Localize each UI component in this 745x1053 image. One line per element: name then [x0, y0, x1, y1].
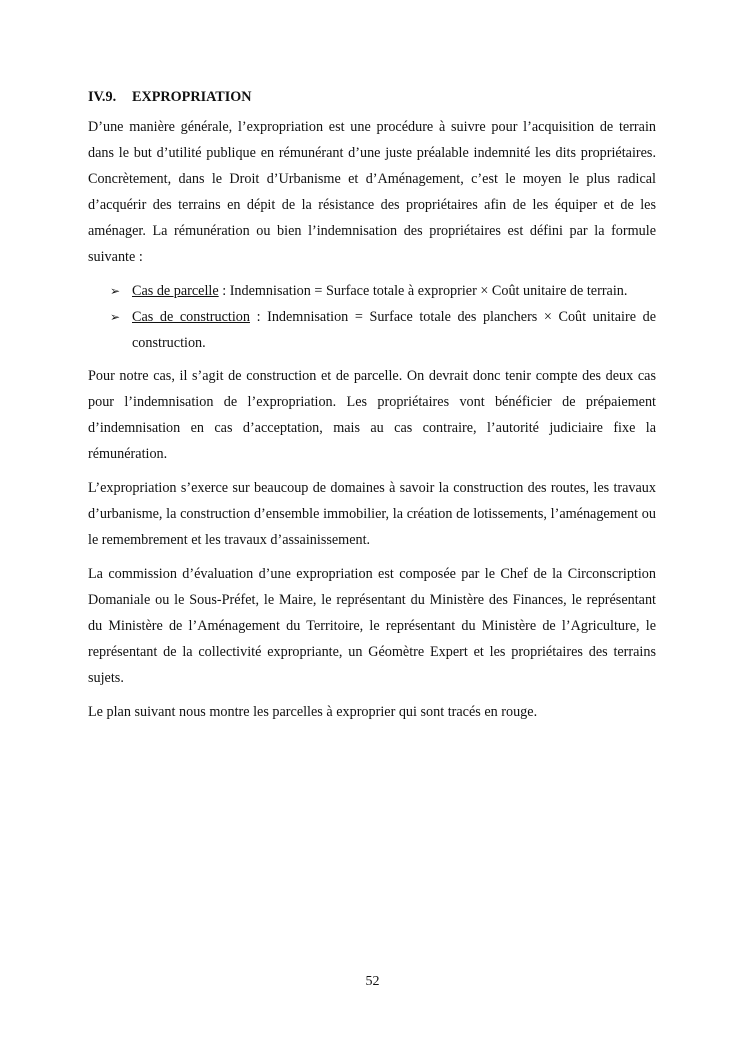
paragraph-commission: La commission d’évaluation d’une expropriation est composée par le Chef de la Circonscription Domaniale ou le Sous-Préfet, le Maire, le représentant du Ministère des Finances, le représentant du Ministère de l’Aménagement du Territoire, le représentant du Ministère de l’Agriculture, le représentant de la collectivité expropriante, un Géomètre Expert et les propriétaires des terrains sujets.	[88, 566, 656, 686]
bullet-term: Cas de construction	[132, 309, 250, 325]
paragraph-intro: D’une manière générale, l’expropriation est une procédure à suivre pour l’acquisition de terrain dans le but d’utilité publique en rémunérant d’une juste préalable indemnité les dits propriétaires. Concrètement, dans le Droit d’Urbanisme et d’Aménagement, c’est le moyen le plus radical d’acquérir des terrains en dépit de la résistance des propriétaires afin de les équiper et de les aménager. La rémunération ou bien l’indemnisation des propriétaires est défini par la formule suivante :	[88, 119, 656, 265]
paragraph-case: Pour notre cas, il s’agit de construction et de parcelle. On devrait donc tenir compte des deux cas pour l’indemnisation de l’expropriation. Les propriétaires vont bénéficier de prépaiement d’indemnisation en cas d’acceptation, mais au cas contraire, l’autorité judiciaire fixe la rémunération.	[88, 368, 656, 462]
section-heading	[88, 86, 656, 108]
document-page	[88, 86, 656, 733]
list-item	[110, 278, 656, 304]
page-number: 52	[365, 974, 380, 989]
arrow-bullet-icon: ➢	[110, 284, 121, 298]
bullet-term: Cas de parcelle	[132, 283, 219, 299]
paragraph-plan: Le plan suivant nous montre les parcelles à exproprier qui sont tracés en rouge.	[88, 704, 538, 720]
bullet-text: : Indemnisation = Surface totale à exproprier × Coût unitaire de terrain.	[218, 283, 628, 299]
arrow-bullet-icon: ➢	[110, 310, 121, 324]
bullet-text: : Indemnisation = Surface totale des planchers × Coût unitaire de construction.	[132, 309, 656, 351]
list-item	[110, 304, 656, 356]
section-number: IV.9.	[88, 89, 117, 105]
formula-list	[88, 278, 656, 356]
paragraph-domains: L’expropriation s’exerce sur beaucoup de domaines à savoir la construction des routes, les travaux d’urbanisme, la construction d’ensemble immobilier, la création de lotissements, l’aménagement ou le remembrement et les travaux d’assainissement.	[88, 480, 656, 548]
section-title: EXPROPRIATION	[132, 89, 252, 105]
